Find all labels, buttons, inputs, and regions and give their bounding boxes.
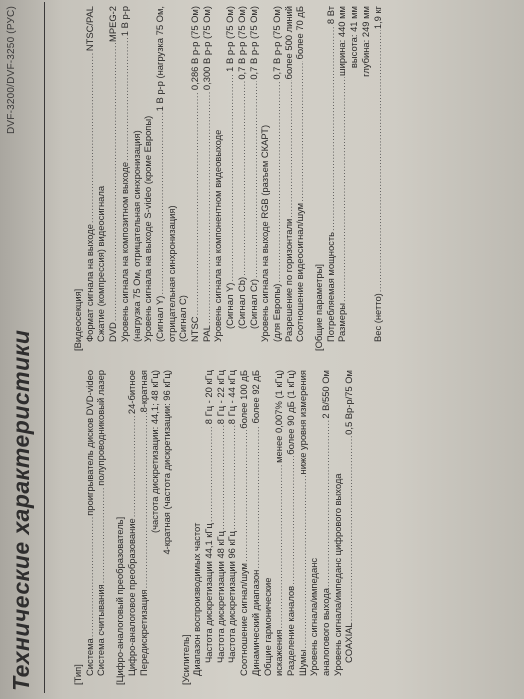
spec-dout-heading: Уровень сигнала/импеданс цифрового выхода bbox=[331, 473, 343, 676]
spec-row-dvd: DVD ..... MPEG-2 bbox=[107, 6, 119, 351]
spec-dim-height: высота: 41 мм bbox=[348, 6, 360, 69]
spec-row-read: Система считывания ..... полупроводниковый лазер bbox=[95, 370, 107, 685]
spec-row-system: Система ..... проигрыватель дисков DVD-video bbox=[84, 370, 96, 685]
section-video-heading: [Видеосекция] bbox=[72, 288, 83, 351]
spec-row-thd: искажения ..... менее 0,007% (1 кГц) bbox=[273, 370, 285, 685]
spec-row-separation: Разделение каналов ..... более 90 дБ (1 кГц) bbox=[285, 370, 297, 685]
spec-row-snr: Соотношение сигнал/шум ..... более 100 дБ bbox=[238, 370, 250, 685]
spec-row-f48: Частота дискретизации 48 кГц ..... 8 Гц - 22 кГц bbox=[215, 370, 227, 685]
spec-component-heading: Уровень сигнала на компонентном видеовыходе bbox=[212, 129, 224, 342]
spec-row-ntsc: NTSC ..... 0,286 В р-р (75 Ом) bbox=[189, 6, 201, 351]
spec-note-oversampling-2: 4-кратная (частота дискретизации: 96 кГц) bbox=[160, 370, 172, 555]
spec-row-coaxial: COAXIAL ..... 0,5 Вр-р/75 Ом bbox=[343, 370, 355, 685]
section-amp-heading: [Усилитель] bbox=[179, 634, 191, 685]
spec-note-oversampling-1: (частота дискретизации: 44,1; 48 кГц) bbox=[149, 370, 161, 533]
spec-aout-heading: Уровень сигнала/импеданс bbox=[308, 557, 320, 676]
spec-row-f96: Частота дискретизации 96 кГц ..... 8 Гц - 44 кГц bbox=[226, 370, 238, 685]
spec-row-video-snr: Соотношение видеосигнал/шум ..... более 70 дБ bbox=[294, 6, 306, 351]
spec-row-dimensions: Размеры ..... ширина: 440 мм bbox=[336, 6, 348, 351]
spec-thd-heading: Общие гармонические bbox=[261, 577, 273, 676]
title-rule bbox=[44, 2, 45, 693]
spec-row-dynamic-range: Динамический диапазон ..... более 92 дБ bbox=[250, 370, 262, 685]
spec-row-svideo-y: (Сигнал Y) ..... 1 В р-р (нагрузка 75 Ом, bbox=[154, 6, 166, 351]
spec-row-rgb: (для Европы) ..... 0,7 В р-р (75 Ом) bbox=[271, 6, 283, 351]
page-title: Технические характеристики bbox=[8, 329, 34, 691]
section-general-heading: [Общие параметры] bbox=[313, 264, 325, 351]
spec-row-dac: Цифро-аналоговое преобразование ..... 24-битное bbox=[126, 370, 138, 685]
spec-row-f441: Частота дискретизации 44,1 кГц ..... 8 Гц - 20 кГц bbox=[203, 370, 215, 685]
spec-row-comp-cr: (Сигнал Cr) ..... 0,7 В р-р (75 Ом) bbox=[248, 6, 260, 351]
spec-row-power: Потребляемая мощность ..... 8 Вт bbox=[325, 6, 337, 351]
model-number: DVF-3200/DVF-3250 (РУС) bbox=[6, 6, 17, 134]
spec-row-composite: Уровень сигнала на композитном выходе ..... 1 В р-р bbox=[119, 6, 131, 351]
spec-row-comp-cb: (Сигнал Cb) ..... 0,7 В р-р (75 Ом) bbox=[236, 6, 248, 351]
spec-row-weight: Вес (нетто) ..... 1,9 кг bbox=[372, 6, 384, 351]
spec-row-pal: PAL ..... 0,300 В р-р (75 Ом) bbox=[201, 6, 213, 351]
spec-rgb-heading: Уровень сигнала на выходе RGB (разъем СКАРТ) bbox=[259, 124, 271, 342]
spec-row-aout: аналогового выхода ..... 2 В/550 Ом bbox=[320, 370, 332, 685]
spec-note-svideo-y: отрицательная синхронизация) bbox=[165, 205, 177, 342]
spec-row-hres: Разрешение по горизонтали ..... более 500 линий bbox=[283, 6, 295, 351]
spec-row-format: Формат сигнала на выходе ..... NTSC/PAL bbox=[84, 6, 96, 351]
spec-note-composite: (нагрузка 75 Ом, отрицательная синхронизация) bbox=[130, 130, 142, 342]
spec-range-heading: Диапазон воспроизводимых частот bbox=[191, 522, 203, 676]
spec-compression-heading: Сжатие (компрессия) видеосигнала bbox=[95, 185, 107, 342]
spec-row-oversampling: Передискретизация ..... 8-кратная bbox=[138, 370, 150, 685]
spec-column-left bbox=[72, 370, 355, 685]
section-dac-heading: [Цифро-аналоговый преобразователь] bbox=[114, 516, 126, 685]
spec-dim-depth: глубина: 249 мм bbox=[359, 6, 371, 77]
spec-column-right bbox=[72, 6, 383, 351]
spec-row-comp-y: (Сигнал Y) ..... 1 В р-р (75 Ом) bbox=[224, 6, 236, 351]
spec-svideo-heading: Уровень сигнала на выходе S-video (кроме Европы) bbox=[142, 115, 154, 342]
spec-row-noise: Шумы ..... ниже уровня измерения bbox=[297, 370, 309, 685]
spec-svideo-c: (Сигнал С) bbox=[177, 295, 189, 342]
section-type-heading: [Тип] bbox=[72, 664, 83, 685]
